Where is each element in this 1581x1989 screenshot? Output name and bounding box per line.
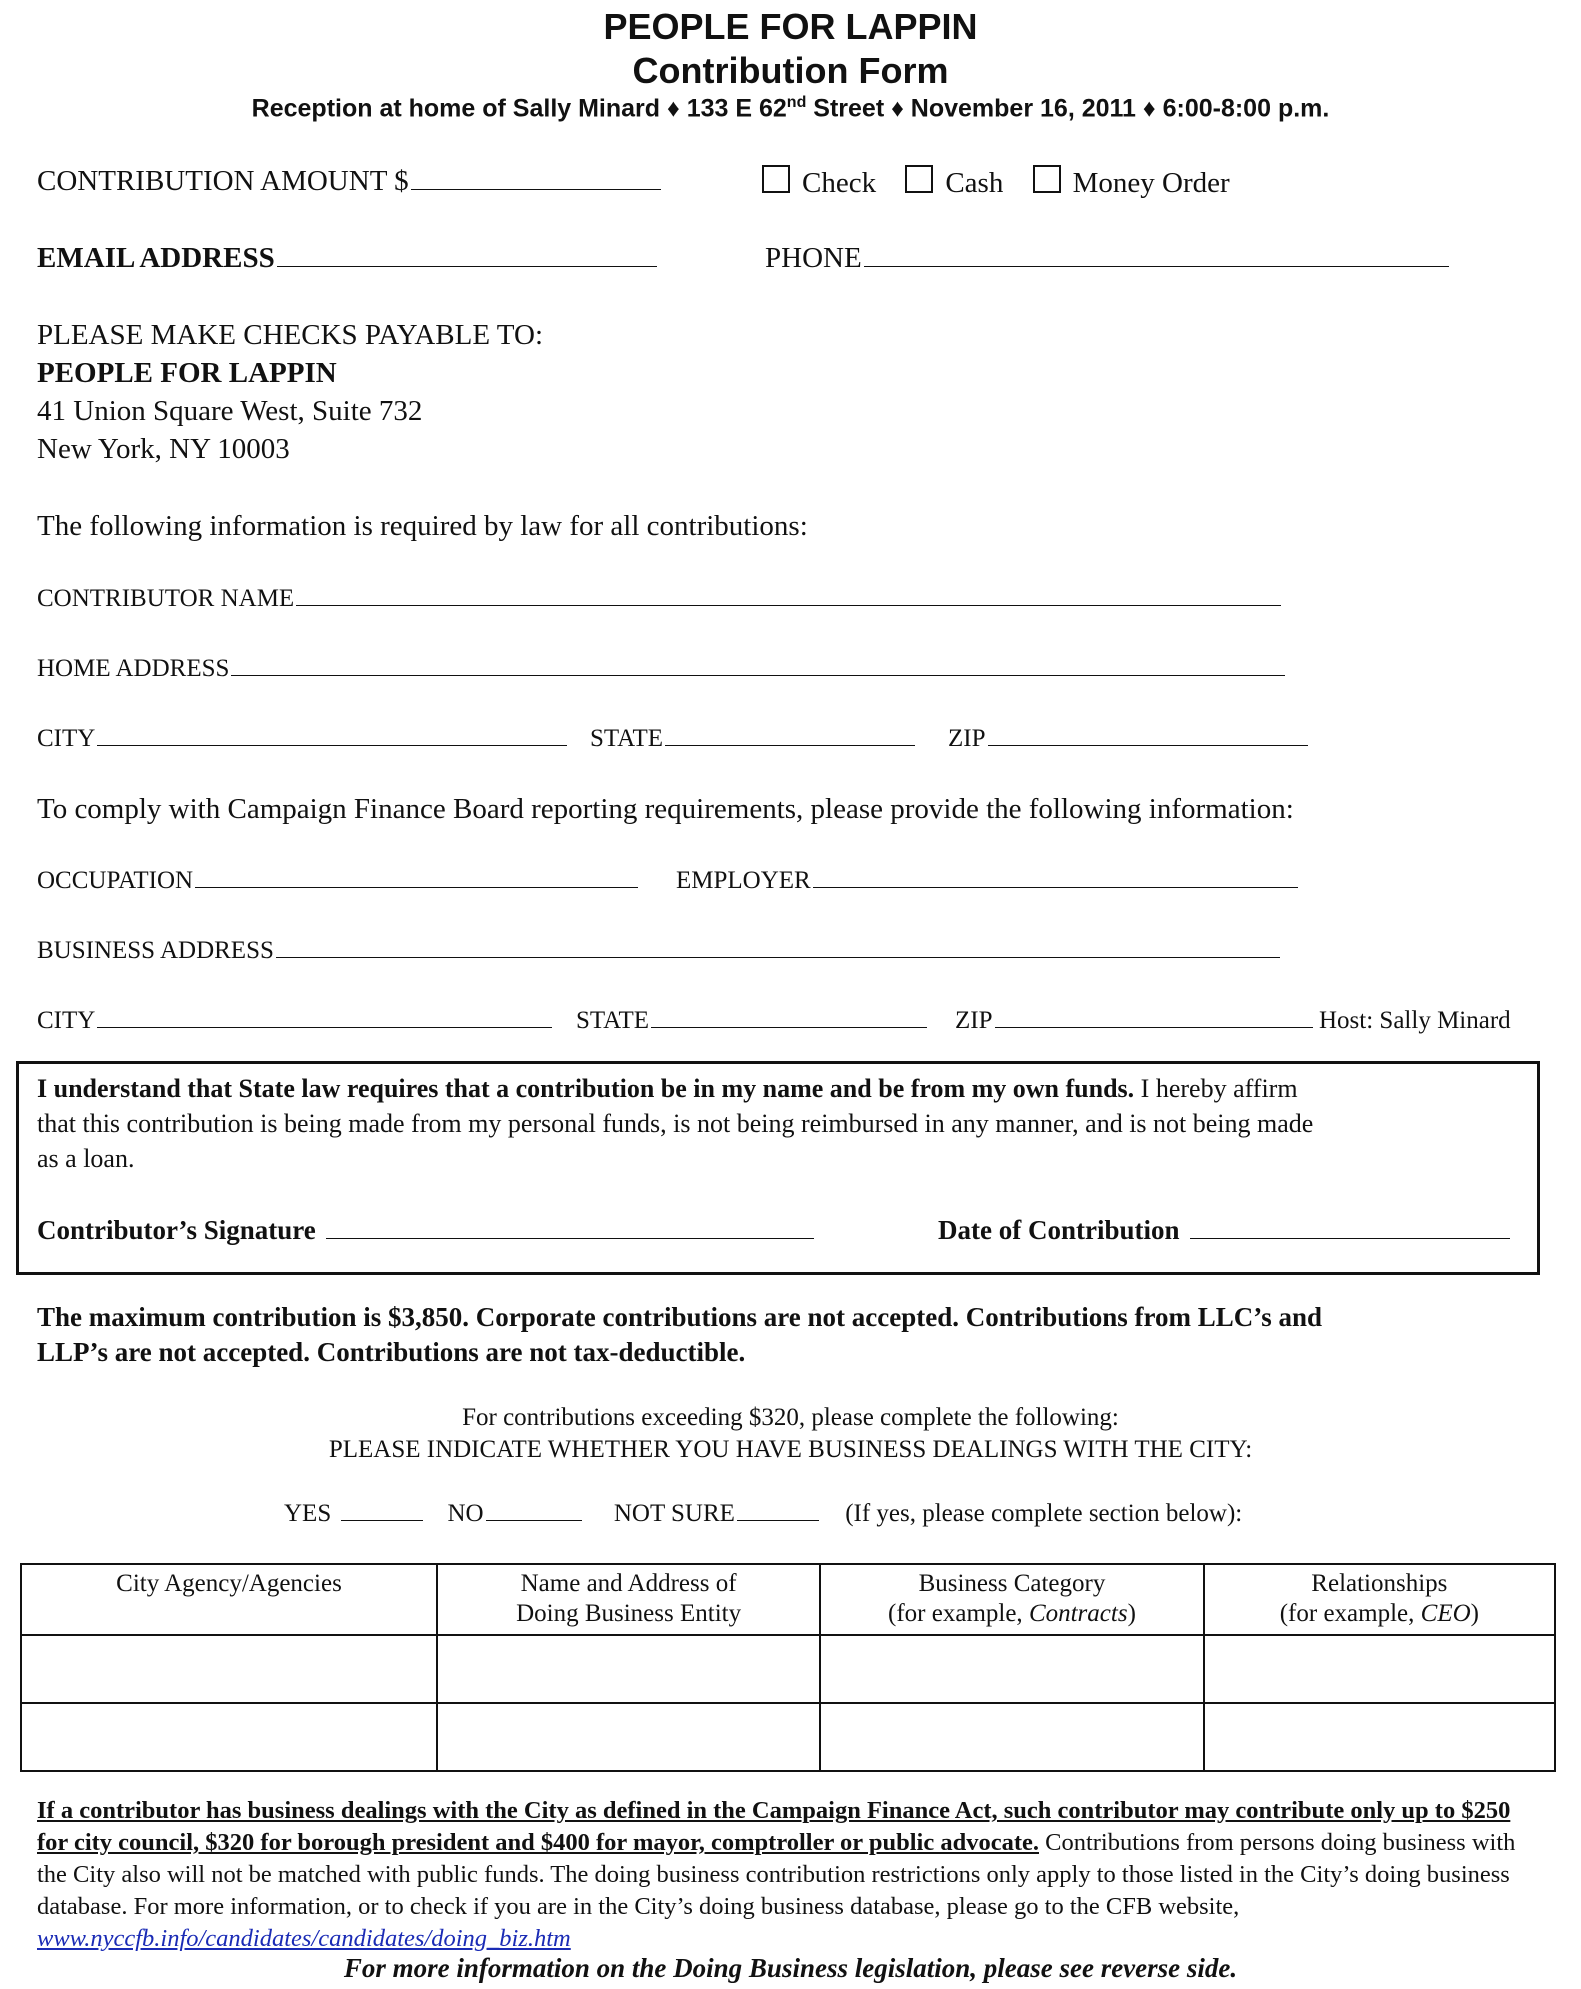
footer-body: Contributions from persons doing business with the City also will not be matched with public funds. The doing business contribution restrictions only apply to those listed in the City’s doing business database. For more information, or to check if you are in the City’s doing business database, please go to the CFB website,	[37, 1829, 1516, 1920]
table-header-row	[21, 1564, 1555, 1635]
business-answer-row	[284, 1500, 1242, 1528]
business-table	[20, 1563, 1556, 1772]
contributor-zip-row	[948, 725, 1308, 753]
employer-label: EMPLOYER	[676, 867, 811, 894]
email-input[interactable]	[277, 265, 657, 267]
footer-final: For more information on the Doing Business legislation, please see reverse side.	[343, 1953, 1238, 1983]
cfb-intro: To comply with Campaign Finance Board reporting requirements, please provide the following information:	[37, 793, 1294, 825]
affirmation-rest: I hereby affirm	[1134, 1074, 1298, 1103]
email-row	[37, 242, 657, 275]
contributor-name-row	[37, 585, 1281, 613]
employer-input[interactable]	[813, 886, 1298, 888]
table-cell[interactable]	[1204, 1703, 1555, 1771]
business-address-input[interactable]	[276, 956, 1280, 958]
event-details	[0, 94, 1581, 123]
cash-checkbox[interactable]	[905, 165, 933, 193]
signature-row	[37, 1215, 814, 1246]
contributor-name-input[interactable]	[296, 604, 1281, 606]
table-cell[interactable]	[437, 1703, 820, 1771]
col-relationships: Relationships (for example, CEO)	[1204, 1564, 1555, 1635]
phone-label: PHONE	[765, 242, 862, 274]
business-city-label: CITY	[37, 1007, 96, 1034]
table-cell[interactable]	[820, 1635, 1203, 1703]
business-zip-label: ZIP	[955, 1007, 993, 1034]
date-input[interactable]	[1190, 1237, 1510, 1239]
business-address-label: BUSINESS ADDRESS	[37, 937, 274, 964]
limits-line-2: LLP’s are not accepted. Contributions are not tax-deductible.	[37, 1337, 746, 1367]
occupation-row	[37, 867, 638, 895]
money-order-label: Money Order	[1072, 167, 1230, 199]
payable-address-2: New York, NY 10003	[37, 433, 290, 465]
phone-row	[765, 242, 1449, 275]
affirmation-bold: I understand that State law requires that a contribution be in my name and be from my own funds.	[37, 1074, 1135, 1103]
event-prefix: Reception at home of Sally Minard ♦ 133 E 62	[251, 94, 787, 123]
business-state-row	[576, 1007, 927, 1035]
not-sure-input[interactable]	[737, 1519, 819, 1521]
occupation-label: OCCUPATION	[37, 867, 194, 894]
col-entity: Name and Address of Doing Business Entity	[437, 1564, 820, 1635]
business-zip-input[interactable]	[995, 1026, 1313, 1028]
contributor-state-label: STATE	[590, 725, 663, 752]
check-checkbox[interactable]	[762, 165, 790, 193]
table-cell[interactable]	[21, 1703, 437, 1771]
money-order-checkbox[interactable]	[1033, 165, 1061, 193]
col-business-category: Business Category (for example, Contracts)	[820, 1564, 1203, 1635]
business-hint: (If yes, please complete section below):	[845, 1500, 1243, 1527]
amount-row	[37, 165, 661, 198]
amount-input[interactable]	[411, 188, 661, 190]
cfb-link[interactable]: www.nyccfb.info/candidates/candidates/doing_biz.htm	[37, 1925, 571, 1952]
email-label: EMAIL ADDRESS	[37, 242, 275, 274]
business-city-input[interactable]	[97, 1026, 552, 1028]
yes-input[interactable]	[341, 1519, 423, 1521]
phone-input[interactable]	[864, 265, 1449, 267]
cash-label: Cash	[945, 167, 1004, 199]
signature-label: Contributor’s Signature	[37, 1215, 316, 1245]
business-intro-2: PLEASE INDICATE WHETHER YOU HAVE BUSINESS DEALINGS WITH THE CITY:	[328, 1436, 1253, 1463]
form-subtitle: Contribution Form	[632, 50, 949, 91]
business-state-label: STATE	[576, 1007, 649, 1034]
check-label: Check	[802, 167, 877, 199]
contributor-city-label: CITY	[37, 725, 96, 752]
date-label: Date of Contribution	[938, 1215, 1180, 1245]
table-cell[interactable]	[21, 1635, 437, 1703]
payment-methods	[762, 165, 1230, 200]
business-zip-row	[955, 1007, 1313, 1035]
payable-name: PEOPLE FOR LAPPIN	[37, 357, 337, 389]
business-address-row	[37, 937, 1280, 965]
home-address-label: HOME ADDRESS	[37, 655, 230, 682]
contributor-zip-label: ZIP	[948, 725, 986, 752]
footer-limits: If a contributor has business dealings with the City as defined in the Campaign Finance Act, such contributor may contribute only up to $250 for city council, $320 for borough president and $400 for mayor, comptroller or public advocate.	[37, 1797, 1511, 1856]
contributor-name-label: CONTRIBUTOR NAME	[37, 585, 295, 612]
occupation-input[interactable]	[195, 886, 638, 888]
col-city-agency: City Agency/Agencies	[21, 1564, 437, 1635]
home-address-input[interactable]	[231, 674, 1285, 676]
footer-note	[37, 1795, 1537, 1955]
employer-row	[676, 867, 1298, 895]
contributor-city-row	[37, 725, 567, 753]
table-row	[21, 1635, 1555, 1703]
home-address-row	[37, 655, 1285, 683]
affirmation-line-1	[37, 1074, 1298, 1104]
business-intro-1: For contributions exceeding $320, please complete the following:	[462, 1404, 1119, 1431]
event-suffix: Street ♦ November 16, 2011 ♦ 6:00-8:00 p.m.	[806, 94, 1330, 123]
limits-line-1: The maximum contribution is $3,850. Corporate contributions are not accepted. Contributions from LLC’s and	[37, 1302, 1323, 1332]
not-sure-label: NOT SURE	[613, 1500, 735, 1527]
contributor-state-row	[590, 725, 915, 753]
table-row	[21, 1703, 1555, 1771]
no-input[interactable]	[486, 1519, 582, 1521]
contributor-city-input[interactable]	[97, 744, 567, 746]
amount-label: CONTRIBUTION AMOUNT $	[37, 165, 409, 197]
event-ordinal: nd	[786, 94, 807, 111]
host-name: Host: Sally Minard	[1319, 1007, 1511, 1034]
table-cell[interactable]	[1204, 1635, 1555, 1703]
business-city-row	[37, 1007, 552, 1035]
payable-intro: PLEASE MAKE CHECKS PAYABLE TO:	[37, 319, 543, 351]
form-title: PEOPLE FOR LAPPIN	[603, 6, 978, 47]
yes-label: YES	[284, 1500, 332, 1527]
contributor-state-input[interactable]	[665, 744, 915, 746]
affirmation-line-3: as a loan.	[37, 1144, 135, 1173]
contributor-zip-input[interactable]	[988, 744, 1308, 746]
table-cell[interactable]	[820, 1703, 1203, 1771]
payable-address-1: 41 Union Square West, Suite 732	[37, 395, 423, 427]
required-intro: The following information is required by law for all contributions:	[37, 510, 808, 542]
business-state-input[interactable]	[651, 1026, 927, 1028]
affirmation-line-2: that this contribution is being made from my personal funds, is not being reimbursed in any manner, and is not being made	[37, 1109, 1314, 1138]
no-label: NO	[447, 1500, 484, 1527]
date-row	[938, 1215, 1510, 1246]
signature-input[interactable]	[326, 1237, 814, 1239]
table-cell[interactable]	[437, 1635, 820, 1703]
